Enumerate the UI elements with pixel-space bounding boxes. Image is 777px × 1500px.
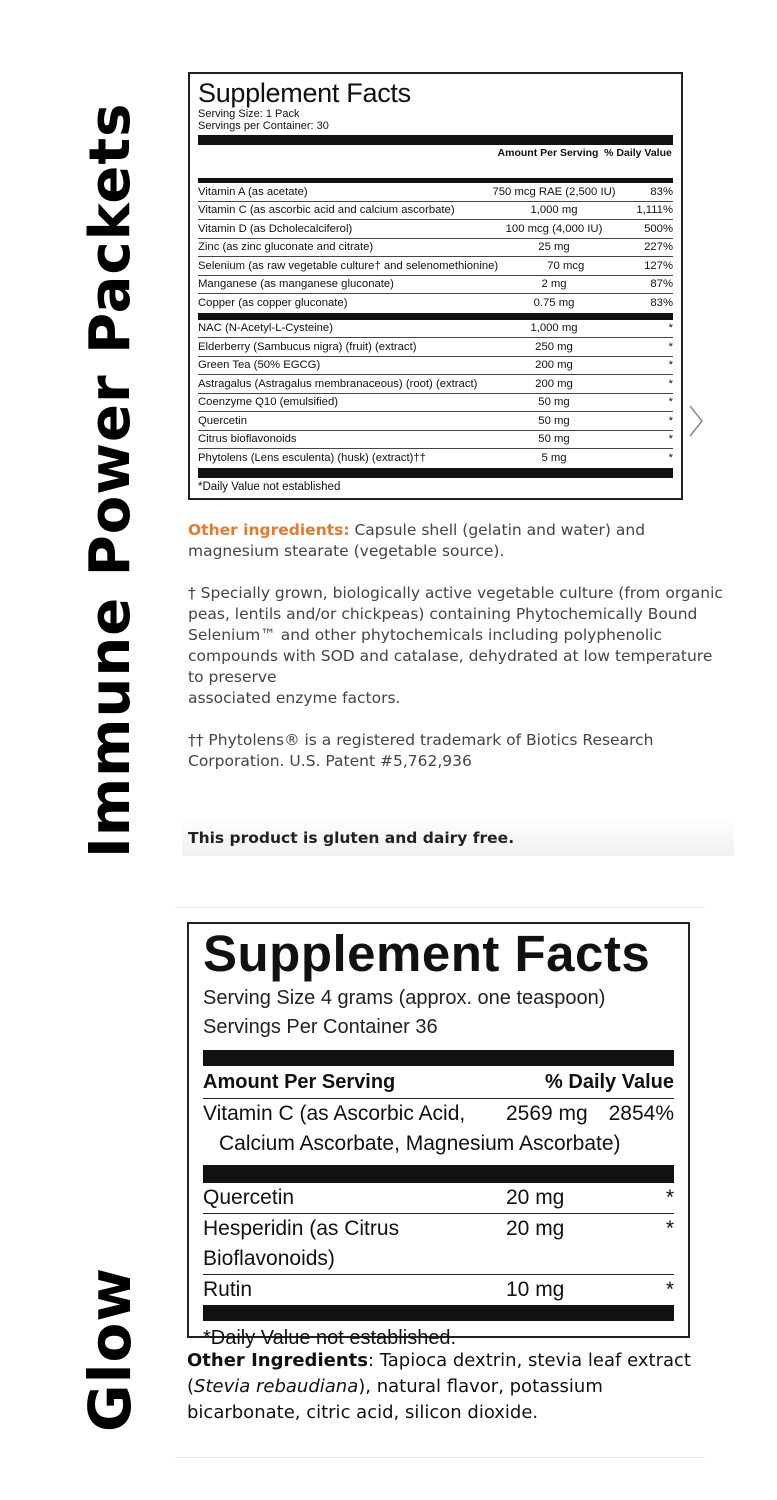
- nutrient-amount: 5 mg: [541, 452, 567, 465]
- nutrient-name: Vitamin C (as Ascorbic Acid,: [203, 1102, 466, 1125]
- footnote: *Daily Value not established: [198, 468, 673, 493]
- dagger-note-text-2: associated enzyme factors.: [188, 689, 401, 707]
- ingredient-rows: [203, 1183, 674, 1305]
- nutrient-name: Copper (as copper gluconate): [198, 297, 348, 310]
- nutrient-name: Vitamin C (as ascorbic acid and calcium ascorbate): [198, 204, 455, 217]
- nutrient-amount: 1,000 mg: [530, 322, 578, 335]
- nutrient-amount: 20 mg: [506, 1217, 565, 1240]
- serving-size: Serving Size 4 grams (approx. one teaspoon): [203, 987, 606, 1009]
- servings-per-container: Servings per Container: 30: [198, 120, 329, 132]
- supplement-facts-panel-2: [187, 922, 690, 1349]
- nutrient-name: Vitamin A (as acetate): [198, 185, 308, 198]
- table-row: [198, 183, 673, 202]
- ingredient-rows: [198, 320, 673, 468]
- nutrient-name: Phytolens (Lens esculenta) (husk) (extract)††: [198, 452, 426, 465]
- nutrient-name-continued: Calcium Ascorbate, Magnesium Ascorbate): [219, 1132, 621, 1155]
- table-row: [198, 338, 673, 357]
- other-ingredients-italic: Stevia rebaudiana: [194, 1376, 359, 1397]
- nutrient-name: Rutin: [203, 1278, 253, 1301]
- nutrient-name: Hesperidin (as Citrus Bioflavonoids): [203, 1217, 400, 1270]
- table-row: [198, 394, 673, 413]
- panel-2-other-ingredients: [187, 1348, 697, 1426]
- product-title-glow: Glow: [76, 1267, 144, 1432]
- table-row: [198, 257, 673, 276]
- nutrient-dv: *: [665, 1278, 674, 1301]
- dagger-note: [188, 583, 728, 709]
- table-row: [198, 276, 673, 295]
- chevron-right-icon[interactable]: [688, 404, 704, 438]
- nutrient-amount: 20 mg: [506, 1186, 565, 1209]
- nutrient-amount: 25 mg: [538, 241, 570, 254]
- nutrient-amount: 2 mg: [541, 278, 567, 291]
- gluten-free-wrapper: [188, 828, 728, 849]
- nutrient-amount: 50 mg: [538, 433, 570, 446]
- section-divider: [203, 1165, 674, 1183]
- panel-1-notes: [188, 520, 728, 793]
- table-row: [198, 375, 673, 394]
- other-ingredients-label: Other Ingredients: [187, 1350, 368, 1371]
- nutrient-amount: 50 mg: [538, 414, 570, 427]
- nutrient-rows: [198, 183, 673, 313]
- nutrient-name: Elderberry (Sambucus nigra) (fruit) (extract): [198, 340, 417, 353]
- table-row: [198, 449, 673, 468]
- section-divider: [203, 1050, 674, 1066]
- table-row: [203, 1214, 674, 1275]
- table-row: [198, 431, 673, 450]
- nutrient-amount: 0.75 mg: [533, 297, 575, 310]
- nutrient-name: Quercetin: [198, 414, 247, 427]
- other-ingredients-text-1: : Tapioca dextrin, stevia leaf extract (: [187, 1350, 691, 1397]
- nutrient-amount: 100 mcg (4,000 IU): [505, 222, 603, 235]
- other-ingredients-text-2: ), natural flavor, potassium bicarbonate, citric acid, silicon dioxide.: [187, 1376, 603, 1423]
- nutrient-amount: 10 mg: [506, 1278, 565, 1301]
- nutrient-dv: *: [668, 433, 673, 446]
- column-header: [198, 135, 673, 183]
- nutrient-amount: 750 mcg RAE (2,500 IU): [492, 185, 616, 198]
- product-title-immune-power-packets: Immune Power Packets: [78, 102, 143, 858]
- nutrient-dv: 227%: [644, 241, 673, 254]
- nutrient-name: Manganese (as manganese gluconate): [198, 278, 394, 291]
- nutrient-dv: *: [665, 1186, 674, 1209]
- nutrient-name: Selenium (as raw vegetable culture† and selenomethionine): [198, 259, 499, 272]
- other-ingredients: [188, 520, 728, 562]
- nutrient-dv: 2854%: [608, 1102, 674, 1125]
- nutrient-dv: 1,111%: [636, 204, 673, 217]
- nutrient-dv: *: [668, 396, 673, 409]
- amount-header: Amount Per Serving: [497, 147, 599, 159]
- table-row: [198, 294, 673, 313]
- divider-line: [175, 907, 705, 908]
- divider-line: [175, 1457, 705, 1458]
- amount-header: Amount Per Serving: [203, 1071, 396, 1093]
- section-divider: [198, 313, 673, 320]
- nutrient-name: Citrus bioflavonoids: [198, 433, 297, 446]
- other-ingredients-text: Capsule shell (gelatin and water) and magnesium stearate (vegetable source).: [188, 521, 646, 560]
- nutrient-name: Coenzyme Q10 (emulsified): [198, 396, 339, 409]
- servings-per-container: Servings Per Container 36: [203, 1016, 438, 1038]
- nutrient-amount: 250 mg: [535, 340, 573, 353]
- nutrient-name: Green Tea (50% EGCG): [198, 359, 321, 372]
- nutrient-name: Vitamin D (as D​cholecalciferol): [198, 222, 353, 235]
- nutrient-dv: *: [668, 414, 673, 427]
- serving-size: Serving Size: 1 Pack: [198, 108, 300, 120]
- nutrient-amount: 1,000 mg: [530, 204, 578, 217]
- nutrient-amount: 200 mg: [535, 359, 573, 372]
- dagger-note-text: † Specially grown, biologically active vegetable culture (from organic peas, lentils and/or chickpeas) containing Phytochemically Bound Selenium™ and other phytochemicals including polyphenolic compounds with SOD and catalase, dehydrated at low temperature to preserve: [188, 584, 723, 686]
- nutrient-dv: *: [668, 322, 673, 335]
- table-row: [198, 202, 673, 221]
- nutrient-amount: 200 mg: [535, 377, 573, 390]
- gluten-free-text: This product is gluten and dairy free.: [188, 829, 515, 847]
- supplement-facts-panel-1: [188, 72, 683, 500]
- nutrient-dv: 83%: [650, 297, 673, 310]
- panel-title: Supplement Facts: [198, 78, 411, 108]
- nutrient-dv: 127%: [644, 259, 673, 272]
- table-row: [198, 357, 673, 376]
- nutrient-dv: *: [668, 377, 673, 390]
- nutrient-name: Zinc (as zinc gluconate and citrate): [198, 241, 374, 254]
- table-row: [203, 1275, 674, 1305]
- table-row: [198, 320, 673, 339]
- table-row-continued: [203, 1129, 674, 1165]
- nutrient-dv: *: [668, 340, 673, 353]
- nutrient-dv: *: [665, 1217, 674, 1240]
- table-row: [203, 1099, 674, 1129]
- other-ingredients-label: Other ingredients:: [188, 521, 350, 539]
- nutrient-name: NAC (N-Acetyl-L-Cysteine): [198, 322, 333, 335]
- double-dagger-note: †† Phytolens® is a registered trademark of Biotics Research Corporation. U.S. Patent #5,762,936: [188, 731, 654, 770]
- column-header: [203, 1066, 674, 1099]
- nutrient-amount: 70 mcg: [547, 259, 585, 272]
- nutrient-amount: 2569 mg: [506, 1102, 588, 1125]
- nutrient-dv: 500%: [644, 222, 673, 235]
- table-row: [203, 1183, 674, 1214]
- table-row: [198, 239, 673, 258]
- nutrient-name: Quercetin: [203, 1186, 295, 1209]
- nutrient-dv: 87%: [650, 278, 673, 291]
- nutrient-dv: *: [668, 452, 673, 465]
- nutrient-dv: 83%: [650, 185, 673, 198]
- nutrient-name: Astragalus (Astragalus membranaceous) (root) (extract): [198, 377, 478, 390]
- footnote: *Daily Value not established.: [203, 1305, 674, 1355]
- panel-title: Supplement Facts: [203, 925, 651, 982]
- table-row: [198, 220, 673, 239]
- dv-header: % Daily Value: [604, 147, 672, 159]
- dv-header: % Daily Value: [545, 1071, 674, 1093]
- table-row: [198, 412, 673, 431]
- nutrient-amount: 50 mg: [538, 396, 570, 409]
- nutrient-dv: *: [668, 359, 673, 372]
